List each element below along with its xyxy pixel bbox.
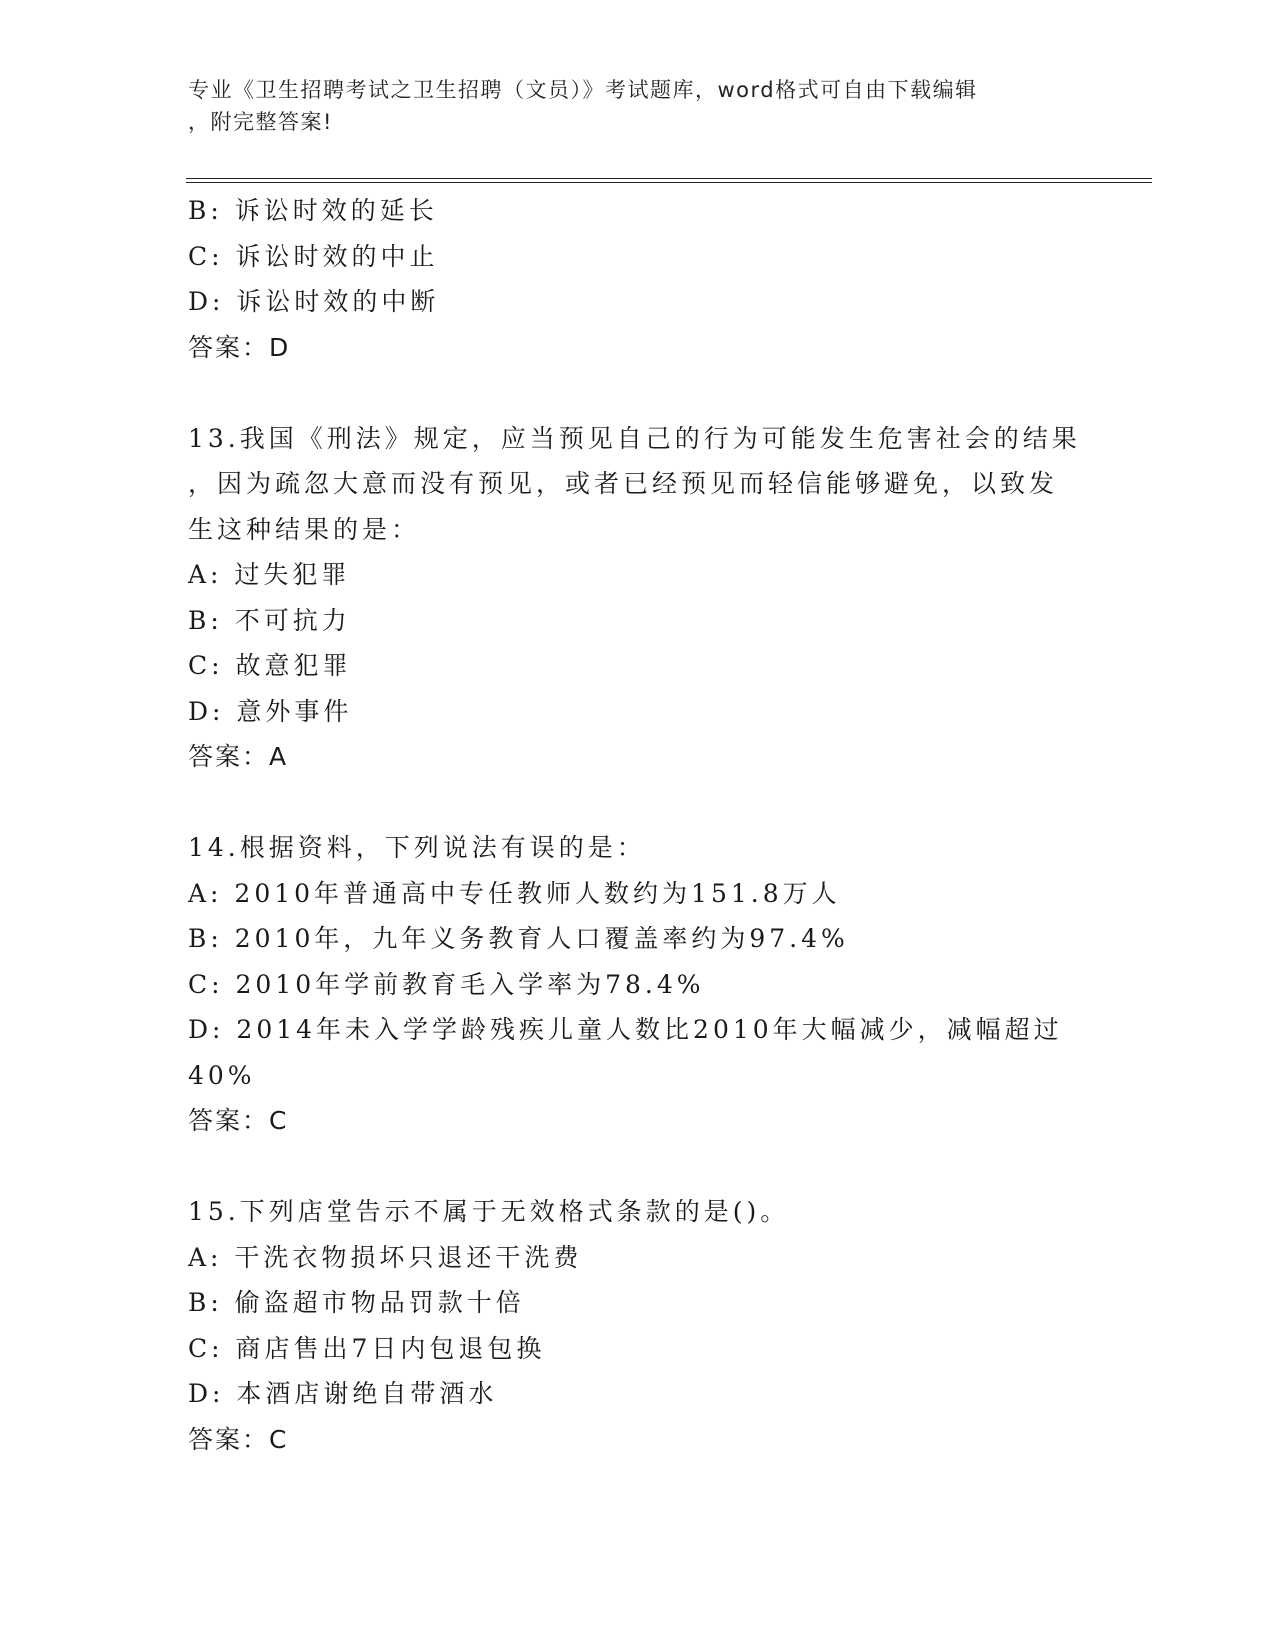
option-d: D: 本酒店谢绝自带酒水 bbox=[188, 1379, 498, 1408]
option-d-continued: 40% bbox=[188, 1060, 256, 1090]
question-12-continued bbox=[188, 188, 1088, 370]
option-a: A: 过失犯罪 bbox=[188, 560, 351, 589]
option-b: B: 诉讼时效的延长 bbox=[188, 196, 438, 225]
question-13 bbox=[188, 416, 1088, 780]
option-d: D: 2014年未入学学龄残疾儿童人数比2010年大幅减少，减幅超过 bbox=[188, 1015, 1063, 1044]
question-text-line: 15.下列店堂告示不属于无效格式条款的是()。 bbox=[188, 1197, 790, 1226]
answer-line: 答案：C bbox=[188, 1106, 289, 1135]
option-d: D: 诉讼时效的中断 bbox=[188, 287, 440, 316]
page-header bbox=[188, 74, 1088, 138]
question-text-line: 14.根据资料，下列说法有误的是： bbox=[188, 833, 646, 862]
option-b: B: 偷盗超市物品罚款十倍 bbox=[188, 1288, 525, 1317]
option-c: C: 商店售出7日内包退包换 bbox=[188, 1333, 546, 1363]
question-content bbox=[188, 188, 1088, 1462]
option-d: D: 意外事件 bbox=[188, 696, 353, 726]
option-a: A: 2010年普通高中专任教师人数约为151.8万人 bbox=[188, 878, 841, 908]
option-c: C: 诉讼时效的中止 bbox=[188, 241, 439, 271]
question-text-line: ，因为疏忽大意而没有预见，或者已经预见而轻信能够避免，以致发 bbox=[188, 469, 1059, 498]
header-divider-bottom bbox=[186, 182, 1152, 183]
spacer bbox=[188, 780, 1088, 826]
option-b: B: 不可抗力 bbox=[188, 605, 351, 635]
header-title-line-2: ，附完整答案! bbox=[188, 110, 333, 134]
spacer bbox=[188, 370, 1088, 416]
spacer bbox=[188, 1144, 1088, 1190]
option-a: A: 干洗衣物损坏只退还干洗费 bbox=[188, 1242, 583, 1272]
answer-line: 答案：D bbox=[188, 332, 291, 362]
question-text-line: 生这种结果的是： bbox=[188, 514, 421, 544]
question-14 bbox=[188, 825, 1088, 1144]
question-15 bbox=[188, 1189, 1088, 1462]
header-divider-top bbox=[186, 178, 1152, 179]
option-c: C: 2010年学前教育毛入学率为78.4% bbox=[188, 969, 705, 999]
answer-line: 答案：A bbox=[188, 742, 289, 771]
answer-line: 答案：C bbox=[188, 1424, 289, 1454]
header-title-line-1: 专业《卫生招聘考试之卫生招聘（文员）》考试题库，word格式可自由下载编辑 bbox=[188, 78, 978, 102]
option-c: C: 故意犯罪 bbox=[188, 651, 352, 680]
option-b: B: 2010年，九年义务教育人口覆盖率约为97.4% bbox=[188, 924, 849, 953]
question-text-line: 13.我国《刑法》规定，应当预见自己的行为可能发生危害社会的结果 bbox=[188, 423, 1081, 453]
